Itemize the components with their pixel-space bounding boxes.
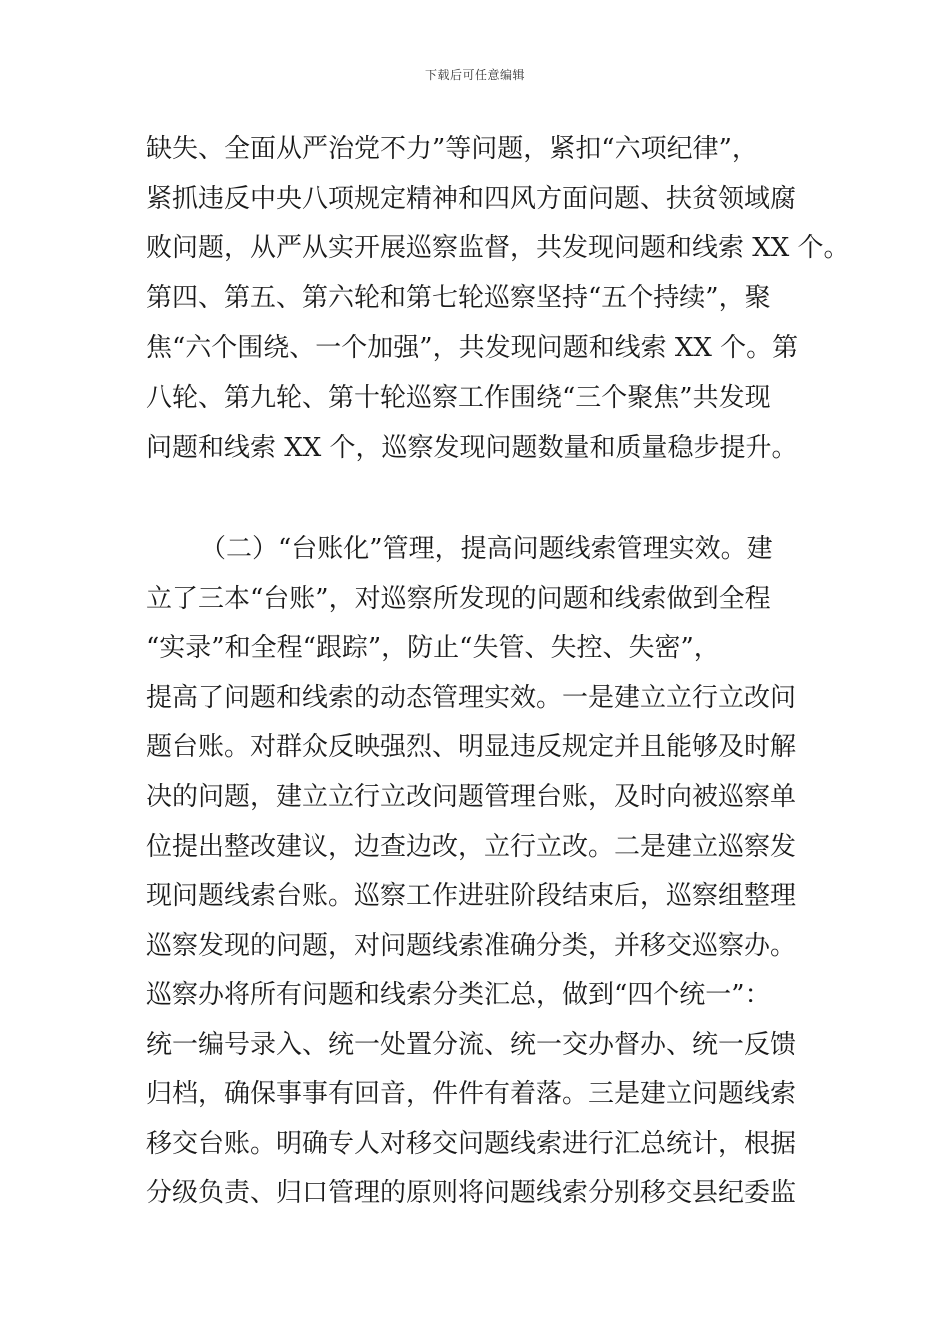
text-line: 现问题线索台账。巡察工作进驻阶段结束后，巡察组整理	[146, 881, 797, 911]
text-line: 归档，确保事事有回音，件件有着落。三是建立问题线索	[146, 1079, 797, 1109]
text-line: 巡察发现的问题，对问题线索准确分类，并移交巡察办。	[146, 931, 797, 961]
text-line: 巡察办将所有问题和线索分类汇总，做到“四个统一”：	[146, 980, 771, 1010]
page-header: 下载后可任意编辑	[424, 68, 525, 82]
text-line: 问题和线索 XX 个，巡察发现问题数量和质量稳步提升。	[146, 433, 798, 463]
text-line: “实录”和全程“跟踪”，防止“失管、失控、失密”，	[146, 633, 720, 663]
text-line: 决的问题，建立立行立改问题管理台账，及时向被巡察单	[146, 782, 797, 812]
text-line: 第四、第五、第六轮和第七轮巡察坚持“五个持续”，聚	[146, 283, 771, 313]
text-line: 分级负责、归口管理的原则将问题线索分别移交县纪委监	[146, 1178, 797, 1208]
section-heading-line: （二）“台账化”管理，提高问题线索管理实效。建	[200, 534, 773, 564]
text-line: 紧抓违反中央八项规定精神和四风方面问题、扶贫领域腐	[146, 184, 797, 214]
text-line: 移交台账。明确专人对移交问题线索进行汇总统计，根据	[146, 1129, 797, 1159]
text-line: 八轮、第九轮、第十轮巡察工作围绕“三个聚焦”共发现	[146, 383, 771, 413]
text-line: 立了三本“台账”，对巡察所发现的问题和线索做到全程	[146, 584, 771, 614]
text-line: 焦“六个围绕、一个加强”，共发现问题和线索 XX 个。第	[146, 333, 799, 363]
text-line: 位提出整改建议，边查边改，立行立改。二是建立巡察发	[146, 832, 797, 862]
text-line: 统一编号录入、统一处置分流、统一交办督办、统一反馈	[146, 1030, 797, 1060]
text-line: 败问题，从严从实开展巡察监督，共发现问题和线索 XX 个。	[146, 233, 850, 263]
text-line: 题台账。对群众反映强烈、明显违反规定并且能够及时解	[146, 732, 797, 762]
text-line: 缺失、全面从严治党不力”等问题，紧扣“六项纪律”，	[146, 134, 758, 164]
text-line: 提高了问题和线索的动态管理实效。一是建立立行立改问	[146, 683, 797, 713]
